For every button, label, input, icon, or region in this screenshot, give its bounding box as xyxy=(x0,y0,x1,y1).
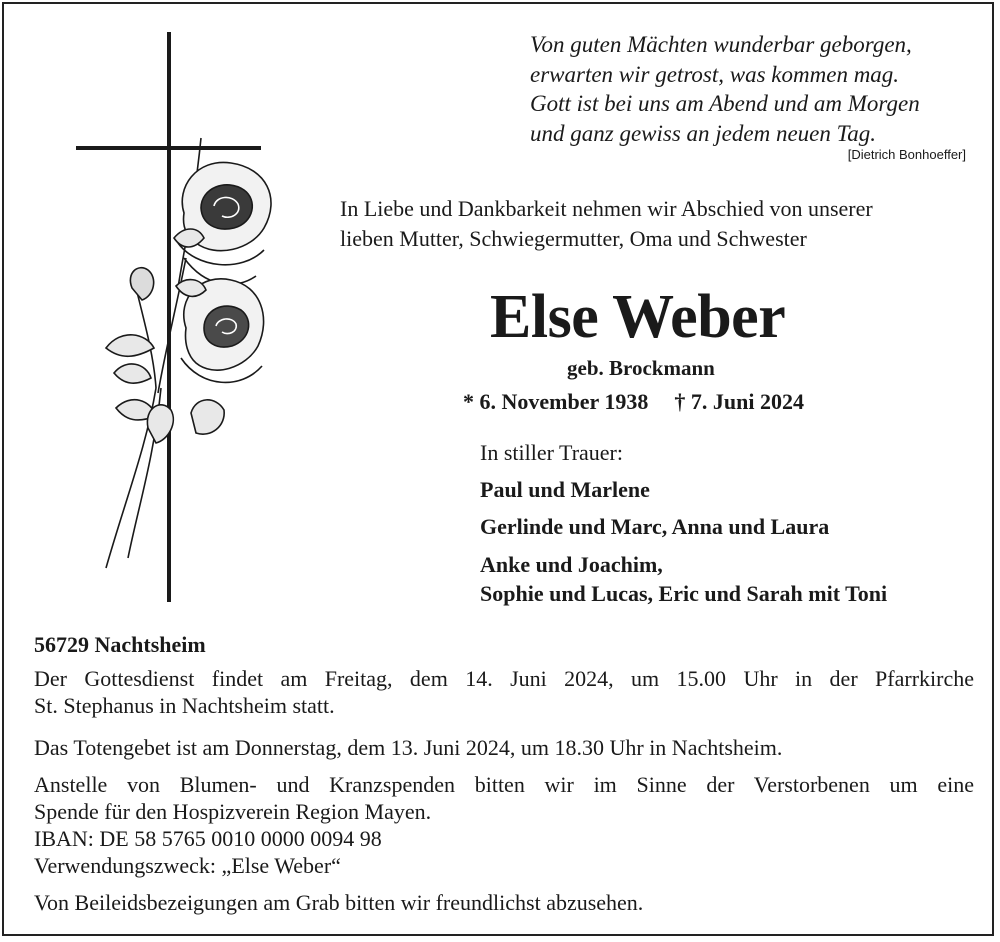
mourner-group: Paul und Marlene xyxy=(480,477,650,502)
mourners-label: In stiller Trauer: xyxy=(480,440,623,465)
poem-attribution: [Dietrich Bonhoeffer] xyxy=(847,147,966,162)
poem-line: Gott ist bei uns am Abend und am Morgen xyxy=(530,91,920,116)
death-date: † 7. Juni 2024 xyxy=(674,389,804,414)
life-dates xyxy=(463,389,804,415)
prayer-line: Das Totengebet ist am Donnerstag, dem 13. Juni 2024, um 18.30 Uhr in Nachtsheim. xyxy=(34,735,783,760)
prayer-notice xyxy=(34,734,974,761)
service-line: Der Gottesdienst findet am Freitag, dem 14. Juni 2024, um 15.00 Uhr in der Pfarrkirche xyxy=(34,666,974,691)
poem-line: Von guten Mächten wunderbar geborgen, xyxy=(530,32,912,57)
intro-line: In Liebe und Dankbarkeit nehmen wir Abschied von unserer xyxy=(340,196,873,221)
donation-line: Anstelle von Blumen- und Kranzspenden bitten wir im Sinne der Verstorbenen um eine xyxy=(34,772,974,797)
obituary-notice xyxy=(2,2,994,936)
mourner-group: Anke und Joachim, xyxy=(480,552,663,577)
payment-reference: Verwendungszweck: „Else Weber“ xyxy=(34,853,341,878)
intro-text xyxy=(340,194,980,254)
maiden-name: geb. Brockmann xyxy=(567,356,715,380)
iban: IBAN: DE 58 5765 0010 0000 0094 98 xyxy=(34,826,382,851)
birth-date: * 6. November 1938 xyxy=(463,389,649,414)
deceased-name: Else Weber xyxy=(490,283,786,351)
donation-notice xyxy=(34,771,974,879)
poem xyxy=(530,30,980,148)
mourner-group: Gerlinde und Marc, Anna und Laura xyxy=(480,514,830,539)
mourner-group: Sophie und Lucas, Eric und Sarah mit Toni xyxy=(480,581,888,606)
condolences-notice xyxy=(34,889,974,916)
cross-with-roses-illustration xyxy=(66,28,286,608)
location: 56729 Nachtsheim xyxy=(34,632,206,657)
poem-line: und ganz gewiss an jedem neuen Tag. xyxy=(530,120,877,146)
poem-line: erwarten wir getrost, was kommen mag. xyxy=(530,61,900,87)
condolences-line: Von Beileidsbezeigungen am Grab bitten wir freundlichst abzusehen. xyxy=(34,890,644,915)
service-line: St. Stephanus in Nachtsheim statt. xyxy=(34,693,335,718)
roses-icon xyxy=(106,138,271,568)
service-notice xyxy=(34,665,974,719)
donation-line: Spende für den Hospizverein Region Mayen. xyxy=(34,799,432,824)
intro-line: lieben Mutter, Schwiegermutter, Oma und Schwester xyxy=(340,226,807,251)
